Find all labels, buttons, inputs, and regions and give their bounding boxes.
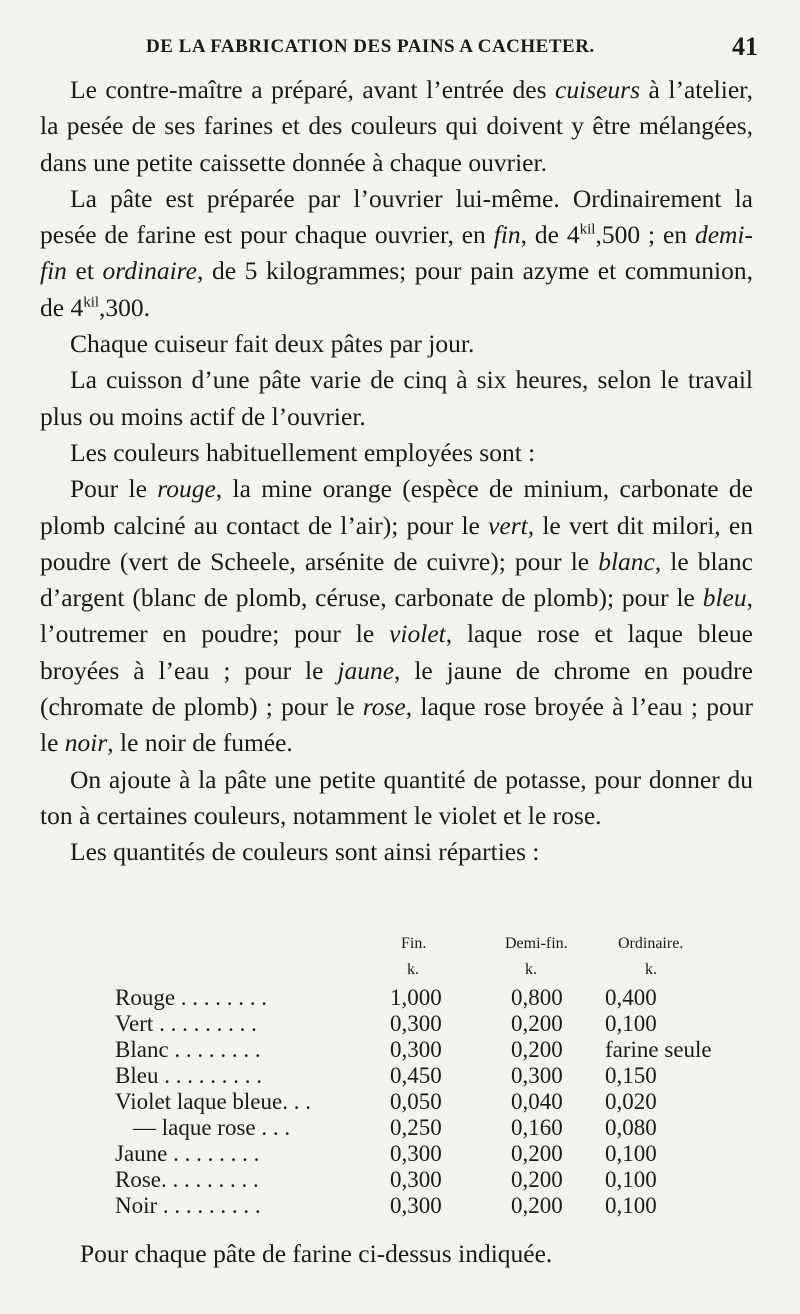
table-row bbox=[115, 1037, 715, 1063]
table-row bbox=[115, 1115, 715, 1141]
row-label: Blanc . . . . . . . . bbox=[115, 1037, 261, 1062]
row-label: Bleu . . . . . . . . . bbox=[115, 1063, 262, 1088]
color-quantities-table bbox=[115, 935, 715, 1219]
cell-ordinaire: 0,400 bbox=[605, 985, 657, 1010]
table-row bbox=[115, 1063, 715, 1089]
cell-demi-fin: 0,200 bbox=[511, 1167, 563, 1192]
cell-demi-fin: 0,300 bbox=[511, 1063, 563, 1088]
cell-demi-fin: 0,800 bbox=[511, 985, 563, 1010]
cell-ordinaire: 0,100 bbox=[605, 1011, 657, 1036]
unit-ordinaire: k. bbox=[645, 961, 657, 978]
cell-ordinaire: 0,080 bbox=[605, 1115, 657, 1140]
paragraph: La cuisson d’une pâte varie de cinq à six heures, selon le travail plus ou moins actif de l’ouvrier. bbox=[40, 365, 753, 431]
body-text bbox=[40, 72, 753, 871]
cell-fin: 0,300 bbox=[390, 1037, 442, 1062]
cell-fin: 0,250 bbox=[390, 1115, 442, 1140]
row-label: Rouge . . . . . . . . bbox=[115, 985, 268, 1010]
unit-fin: k. bbox=[407, 961, 419, 978]
table-header-row bbox=[115, 935, 715, 961]
table-body bbox=[115, 985, 715, 1219]
cell-ordinaire: 0,100 bbox=[605, 1141, 657, 1166]
header-ordinaire: Ordinaire. bbox=[618, 935, 684, 952]
table-row bbox=[115, 1193, 715, 1219]
cell-demi-fin: 0,040 bbox=[511, 1089, 563, 1114]
paragraph: Pour le rouge, la mine orange (espèce de minium, carbonate de plomb calciné au contact de l’air); pour le vert, le vert dit milori, en poudre (vert de Scheele, arsénite de cuivre); pour le blanc, le blanc d’argent (blanc de plomb, céruse, carbonate de plomb); pour le bleu, l’outremer en poudre; pour le violet, laque rose et laque bleue broyées à l’eau ; pour le jaune, le jaune de chrome en poudre (chromate de plomb) ; pour le rose, laque rose broyée à l’eau ; pour le noir, le noir de fumée. bbox=[40, 474, 754, 758]
row-label: Noir . . . . . . . . . bbox=[115, 1193, 261, 1218]
row-label: Violet laque bleue. . . bbox=[115, 1089, 311, 1114]
table-row bbox=[115, 1089, 715, 1115]
running-title: DE LA FABRICATION DES PAINS A CACHETER. bbox=[146, 36, 595, 57]
cell-demi-fin: 0,200 bbox=[511, 1011, 563, 1036]
paragraph: On ajoute à la pâte une petite quantité de potasse, pour donner du ton à certaines couleurs, notamment le violet et le rose. bbox=[40, 764, 753, 830]
cell-demi-fin: 0,200 bbox=[511, 1037, 563, 1062]
paragraph: Les couleurs habituellement employées sont : bbox=[70, 437, 536, 467]
page-number: 41 bbox=[732, 32, 758, 61]
cell-fin: 0,300 bbox=[390, 1011, 442, 1036]
cell-fin: 0,450 bbox=[390, 1063, 442, 1088]
table-row bbox=[115, 1167, 715, 1193]
header-demi-fin: Demi-fin. bbox=[505, 935, 568, 952]
closing-line: Pour chaque pâte de farine ci-dessus indiquée. bbox=[80, 1239, 553, 1268]
paragraph: La pâte est préparée par l’ouvrier lui-même. Ordinairement la pesée de farine est pour chaque ouvrier, en fin, de $4^{kil},500$ ; en demi-fin et ordinaire, de 5 kilogrammes; pour pain azyme et communion, de $4^{kil},300$. bbox=[40, 183, 753, 322]
cell-fin: 0,300 bbox=[390, 1193, 442, 1218]
row-label: Vert . . . . . . . . . bbox=[115, 1011, 257, 1036]
cell-fin: 0,300 bbox=[390, 1167, 442, 1192]
paragraph: Le contre-maître a préparé, avant l’entrée des cuiseurs à l’atelier, la pesée de ses farines et des couleurs qui doivent y être mélangées, dans une petite caissette donnée à chaque ouvrier. bbox=[40, 75, 754, 177]
cell-fin: 1,000 bbox=[390, 985, 442, 1010]
cell-ordinaire: farine seule bbox=[605, 1037, 712, 1062]
cell-demi-fin: 0,160 bbox=[511, 1115, 563, 1140]
row-label: Jaune . . . . . . . . bbox=[115, 1141, 260, 1166]
cell-fin: 0,300 bbox=[390, 1141, 442, 1166]
unit-demi-fin: k. bbox=[525, 961, 537, 978]
paragraph: Les quantités de couleurs sont ainsi réparties : bbox=[70, 837, 540, 867]
cell-ordinaire: 0,020 bbox=[605, 1089, 657, 1114]
cell-fin: 0,050 bbox=[390, 1089, 442, 1114]
table-row bbox=[115, 985, 715, 1011]
row-label: — laque rose . . . bbox=[133, 1115, 291, 1140]
table-unit-row bbox=[115, 961, 715, 985]
paragraph: Chaque cuiseur fait deux pâtes par jour. bbox=[70, 329, 475, 359]
row-label: Rose. . . . . . . . . bbox=[115, 1167, 259, 1192]
header-fin: Fin. bbox=[401, 935, 427, 952]
cell-demi-fin: 0,200 bbox=[511, 1193, 563, 1218]
cell-ordinaire: 0,150 bbox=[605, 1063, 657, 1088]
page-header bbox=[68, 32, 760, 62]
table-row bbox=[115, 1141, 715, 1167]
cell-ordinaire: 0,100 bbox=[605, 1167, 657, 1192]
cell-demi-fin: 0,200 bbox=[511, 1141, 563, 1166]
cell-ordinaire: 0,100 bbox=[605, 1193, 657, 1218]
table-row bbox=[115, 1011, 715, 1037]
